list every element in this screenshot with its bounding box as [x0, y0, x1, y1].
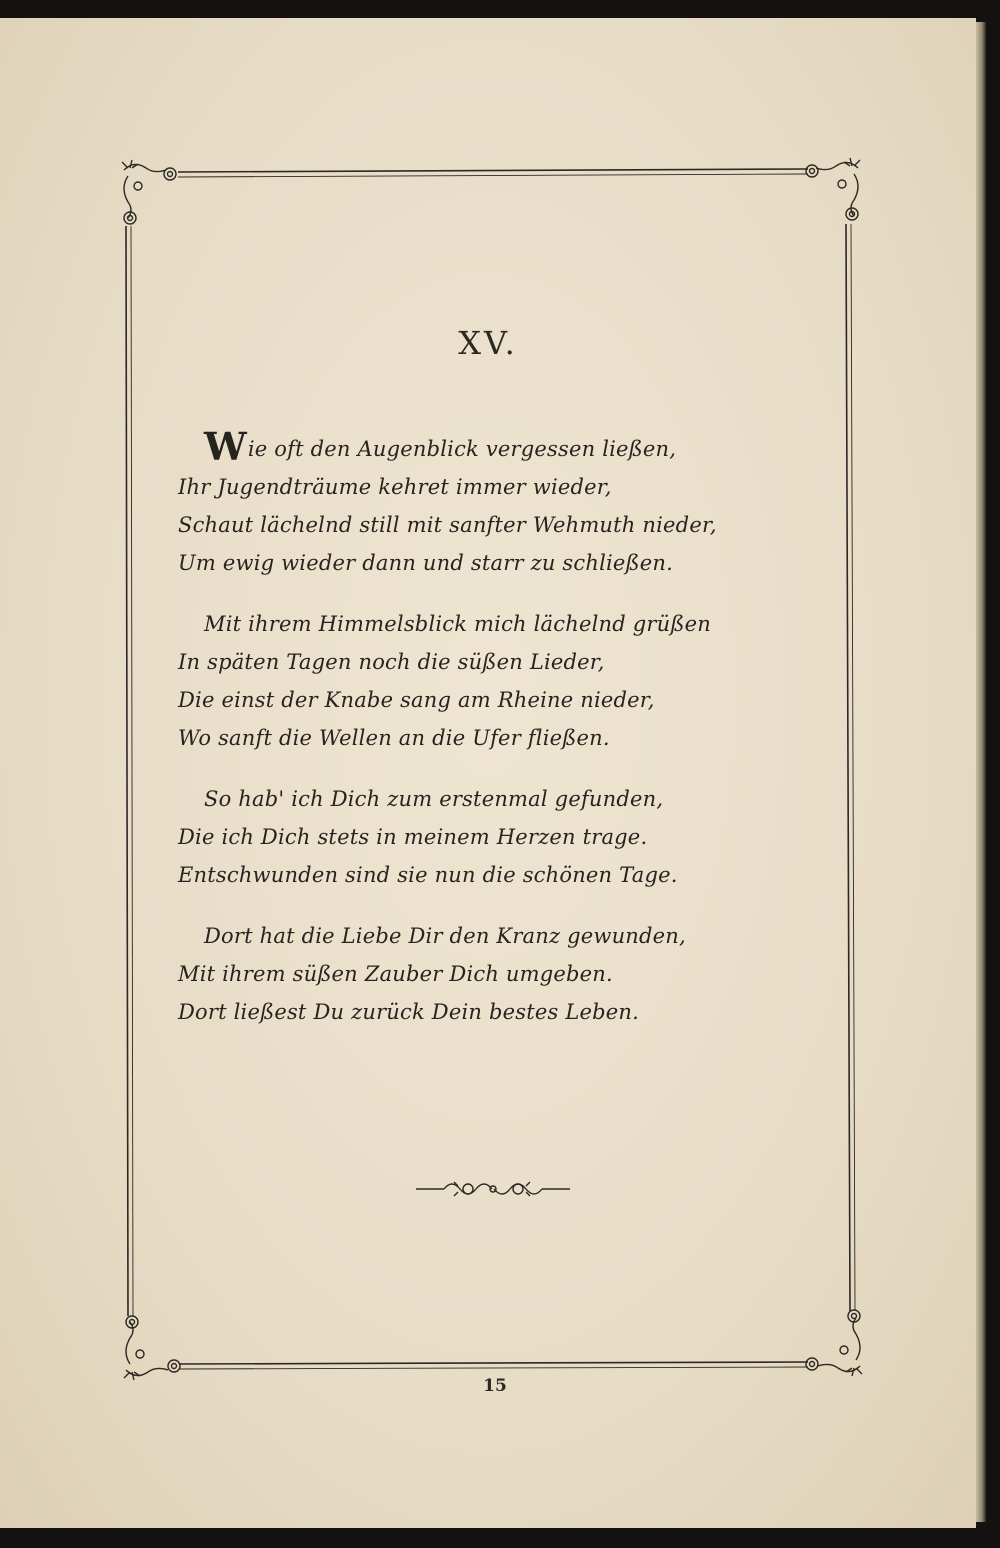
poem-line: Um ewig wieder dann und starr zu schließen. — [178, 551, 674, 575]
poem-line: Mit ihrem Himmelsblick mich lächelnd grüßen — [204, 612, 711, 636]
poem-line: So hab' ich Dich zum erstenmal gefunden, — [204, 787, 664, 811]
poem-body — [178, 424, 738, 1054]
page-number: 15 — [483, 1376, 507, 1396]
poem-line: Die ich Dich stets in meinem Herzen trage. — [178, 825, 648, 849]
poem-line: Dort hat die Liebe Dir den Kranz gewunden, — [204, 924, 686, 948]
stanza — [178, 917, 738, 1031]
poem-line: Entschwunden sind sie nun die schönen Tage. — [178, 863, 678, 887]
book-page — [0, 18, 976, 1528]
poem-line: In späten Tagen noch die süßen Lieder, — [178, 650, 605, 674]
stanza — [178, 605, 738, 757]
poem-line: Schaut lächelnd still mit sanfter Wehmuth nieder, — [178, 513, 717, 537]
poem-line — [178, 424, 738, 469]
stanza — [178, 424, 738, 582]
stanza — [178, 780, 738, 894]
scrollwork-divider-icon — [414, 1176, 572, 1206]
page-edge — [976, 22, 986, 1522]
poem-line: Mit ihrem süßen Zauber Dich umgeben. — [178, 962, 613, 986]
poem-line: Ihr Jugendträume kehret immer wieder, — [178, 475, 612, 499]
poem-line: Dort ließest Du zurück Dein bestes Leben. — [178, 1000, 639, 1024]
poem-line-text: ie oft den Augenblick vergessen ließen, — [247, 437, 677, 461]
poem-line: Die einst der Knabe sang am Rheine nieder, — [178, 688, 655, 712]
drop-cap: W — [204, 424, 247, 469]
chapter-number: XV. — [458, 324, 518, 362]
poem-line: Wo sanft die Wellen an die Ufer fließen. — [178, 726, 610, 750]
